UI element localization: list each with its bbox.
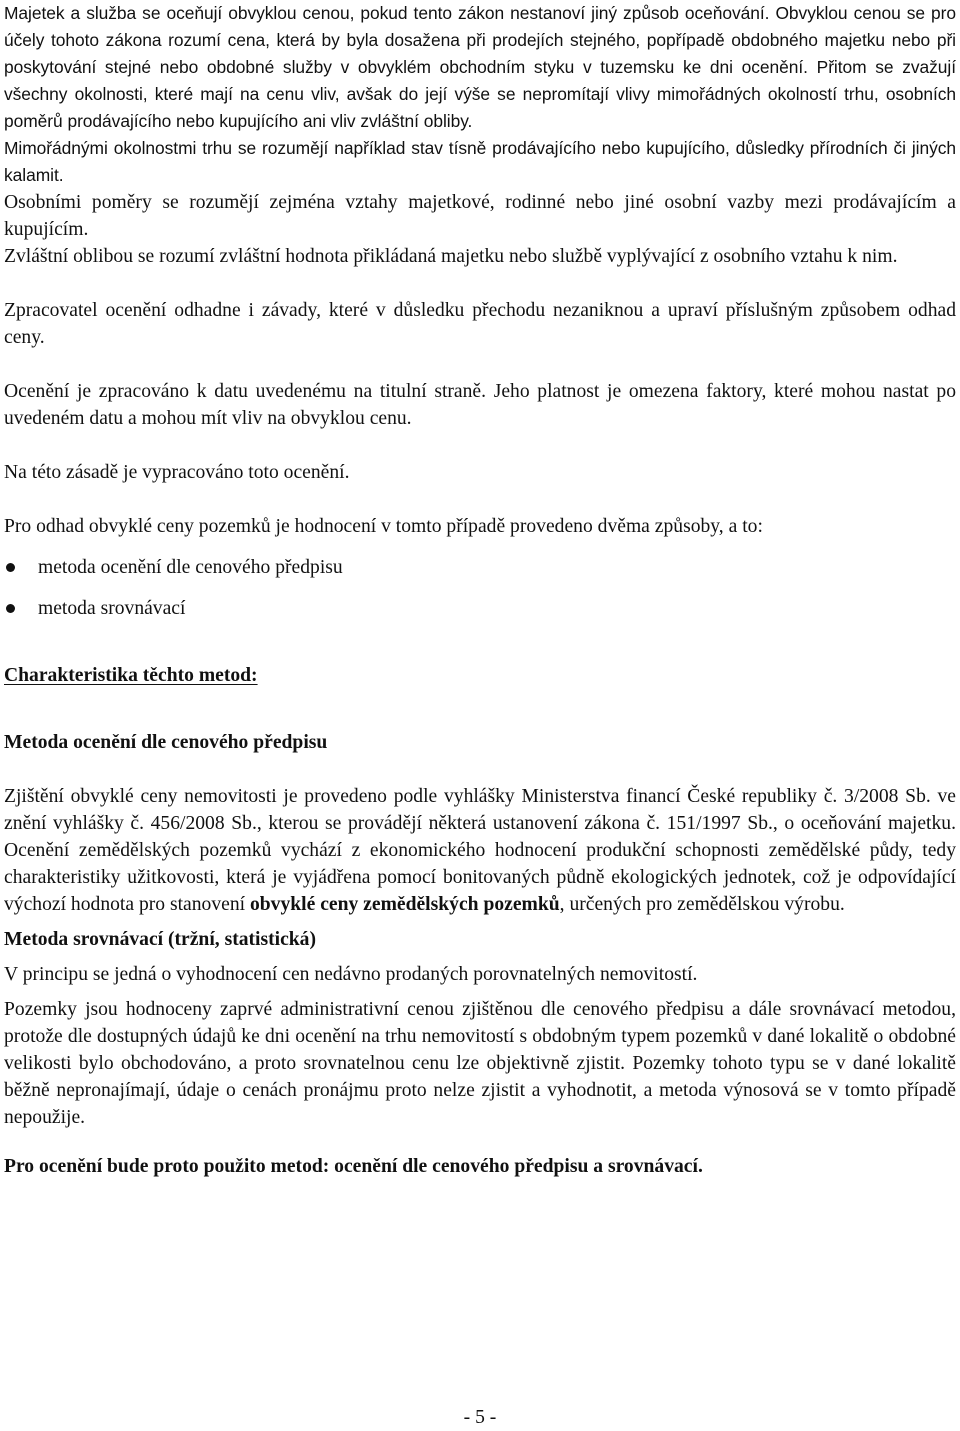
paragraph-osobni-pomery: Osobními poměry se rozumějí zejména vztahy majetkové, rodinné nebo jiné osobní vazby mezi prodávajícím a kupujícím. xyxy=(4,192,956,240)
section-heading: Charakteristika těchto metod: xyxy=(4,665,258,686)
method1-text-bold: obvyklé ceny zemědělských pozemků xyxy=(249,894,560,915)
methods-list xyxy=(4,554,956,636)
method2-heading: Metoda srovnávací (tržní, statistická) xyxy=(4,929,316,950)
paragraph-obvykla-cena: Majetek a služba se oceňují obvyklou cenou, pokud tento zákon nestanoví jiný způsob oceňování. Obvyklou cenou se pro účely tohoto zákona rozumí cena, která by byla dosažena při prodejích stejného, popřípadě obdobného majetku nebo při poskytování stejné nebo obdobné služby v obvyklém obchodním styku v tuzemsku ke dni ocenění. Přitom se zvažují všechny okolnosti, které mají na cenu vliv, avšak do její výše se nepromítají vlivy mimořádných okolností trhu, osobních poměrů prodávajícího nebo kupujícího ani vliv zvláštní obliby. xyxy=(4,3,956,131)
paragraph-zasada: Na této zásadě je vypracováno toto ocenění. xyxy=(4,462,350,483)
list-item xyxy=(4,595,956,636)
bullet-icon xyxy=(6,604,15,613)
method2-text2: Pozemky jsou hodnoceny zaprvé administrativní cenou zjištěnou dle cenového předpisu a dále srovnávací metodou, protože dle dostupných údajů ke dni ocenění na trhu nemovitostí s obdobným typem pozemků v dané lokalitě o obdobné velikosti bylo obchodováno, a proto srovnatelnou cenu lze objektivně zjistit. Pozemky tohoto typu se v dané lokalitě běžně nepronajímají, údaje o cenách pronájmu proto nelze zjistit a vyhodnotit, a metoda výnosová se v tomto případě nepoužije. xyxy=(4,999,956,1128)
method2-text1: V principu se jedná o vyhodnocení cen nedávno prodaných porovnatelných nemovitostí. xyxy=(4,964,698,985)
conclusion: Pro ocenění bude proto použito metod: ocenění dle cenového předpisu a srovnávací. xyxy=(4,1156,703,1177)
method1-text xyxy=(4,783,956,918)
list-item xyxy=(4,554,956,595)
method1-heading: Metoda ocenění dle cenového předpisu xyxy=(4,732,328,753)
paragraph-datum-oceneni: Ocenění je zpracováno k datu uvedenému na titulní straně. Jeho platnost je omezena faktory, které mohou nastat po uvedeném datu a mohou mít vliv na obvyklou cenu. xyxy=(4,381,956,429)
paragraph-mimoradne-okolnosti: Mimořádnými okolnostmi trhu se rozumějí například stav tísně prodávajícího nebo kupujícího, důsledky přírodních či jiných kalamit. xyxy=(4,138,956,185)
method1-text-part2: , určených pro zemědělskou výrobu. xyxy=(559,894,845,915)
paragraph-zvlastni-obliba: Zvláštní oblibou se rozumí zvláštní hodnota přikládaná majetku nebo službě vyplývající z osobního vztahu k nim. xyxy=(4,246,898,267)
bullet-icon xyxy=(6,563,15,572)
paragraph-zpusoby-odhadu: Pro odhad obvyklé ceny pozemků je hodnocení v tomto případě provedeno dvěma způsoby, a to: xyxy=(4,516,763,537)
method1-text-part1: Zjištění obvyklé ceny nemovitosti je provedeno podle vyhlášky Ministerstva financí České republiky č. 3/2008 Sb. ve znění vyhlášky č. 456/2008 Sb., kterou se provádějí některá ustanovení zákona č. 151/1997 Sb., o oceňování majetku. Ocenění zemědělských pozemků vychází z ekonomického hodnocení produkční schopnosti zemědělské půdy, tedy charakteristiky užitkovosti, která je vyjádřena pomocí bonitovaných půdně ekologických jednotek, což je odpovídající výchozí hodnota pro stanovení xyxy=(4,786,956,915)
page-number: - 5 - xyxy=(463,1407,497,1428)
paragraph-zavady: Zpracovatel ocenění odhadne i závady, které v důsledku přechodu nezaniknou a upraví příslušným způsobem odhad ceny. xyxy=(4,300,956,348)
list-item-text: metoda srovnávací xyxy=(38,598,186,619)
list-item-text: metoda ocenění dle cenového předpisu xyxy=(38,557,343,578)
